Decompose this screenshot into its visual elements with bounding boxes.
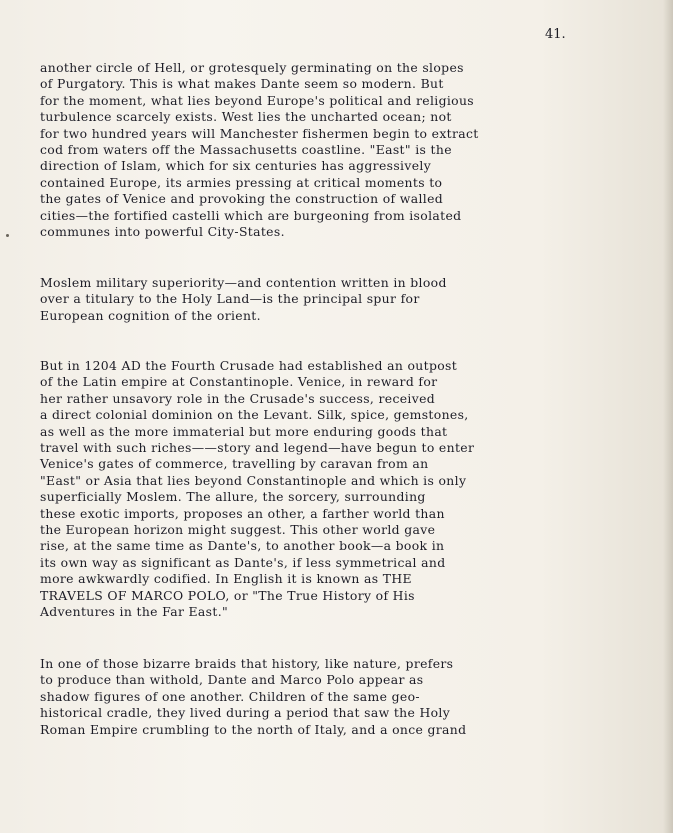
text-line: the European horizon might suggest. This other world gave bbox=[40, 522, 436, 538]
text-line: for the moment, what lies beyond Europe's political and religious bbox=[40, 92, 475, 108]
text-line: In one of those bizarre braids that history, like nature, prefers bbox=[40, 656, 454, 671]
paragraph-1 bbox=[40, 60, 479, 240]
text-line: these exotic imports, proposes an other, a farther world than bbox=[40, 505, 445, 521]
text-line: to produce than withold, Dante and Marco Polo appear as bbox=[40, 672, 424, 688]
page-edge-shadow bbox=[663, 0, 673, 833]
text-line: more awkwardly codified. In English it is known as THE bbox=[40, 571, 412, 587]
text-line: But in 1204 AD the Fourth Crusade had established an outpost bbox=[40, 358, 458, 373]
text-line: its own way as significant as Dante's, if less symmetrical and bbox=[40, 554, 446, 570]
paragraph-2 bbox=[40, 275, 447, 324]
paragraph-4 bbox=[40, 656, 466, 738]
text-line: "East" or Asia that lies beyond Constantinople and which is only bbox=[40, 472, 467, 488]
text-line: superficially Moslem. The allure, the sorcery, surrounding bbox=[40, 489, 426, 505]
text-line: European cognition of the orient. bbox=[40, 307, 261, 323]
text-line: contained Europe, its armies pressing at critical moments to bbox=[40, 174, 443, 190]
text-line: communes into powerful City-States. bbox=[40, 224, 285, 240]
text-line: of the Latin empire at Constantinople. Venice, in reward for bbox=[40, 374, 438, 390]
margin-mark bbox=[6, 234, 9, 237]
text-line: her rather unsavory role in the Crusade's success, received bbox=[40, 390, 436, 406]
text-line: of Purgatory. This is what makes Dante seem so modern. But bbox=[40, 76, 444, 92]
text-line: turbulence scarcely exists. West lies the uncharted ocean; not bbox=[40, 109, 452, 125]
text-line: for two hundred years will Manchester fishermen begin to extract bbox=[40, 125, 479, 141]
text-line: historical cradle, they lived during a period that saw the Holy bbox=[40, 705, 451, 721]
text-line: a direct colonial dominion on the Levant. Silk, spice, gemstones, bbox=[40, 407, 469, 423]
text-line: direction of Islam, which for six centuries has aggressively bbox=[40, 158, 432, 174]
text-line: TRAVELS OF MARCO POLO, or "The True History of His bbox=[40, 587, 415, 603]
text-line: cod from waters off the Massachusetts coastline. "East" is the bbox=[40, 142, 452, 158]
text-line: Moslem military superiority—and contention written in blood bbox=[40, 275, 447, 290]
text-line: cities—the fortified castelli which are burgeoning from isolated bbox=[40, 207, 462, 223]
text-line: Adventures in the Far East." bbox=[40, 604, 229, 620]
text-line: as well as the more immaterial but more enduring goods that bbox=[40, 423, 448, 439]
text-line: rise, at the same time as Dante's, to another book—a book in bbox=[40, 538, 445, 554]
text-line: Roman Empire crumbling to the north of Italy, and a once grand bbox=[40, 721, 467, 737]
text-line: over a titulary to the Holy Land—is the principal spur for bbox=[40, 291, 420, 307]
paragraph-3 bbox=[40, 358, 474, 621]
text-line: the gates of Venice and provoking the construction of walled bbox=[40, 191, 444, 207]
text-line: shadow figures of one another. Children of the same geo- bbox=[40, 688, 420, 704]
page-number: 41. bbox=[545, 27, 566, 42]
text-line: another circle of Hell, or grotesquely germinating on the slopes bbox=[40, 60, 464, 75]
text-line: Venice's gates of commerce, travelling by caravan from an bbox=[40, 456, 429, 472]
text-line: travel with such riches——story and legend—have begun to enter bbox=[40, 440, 475, 456]
